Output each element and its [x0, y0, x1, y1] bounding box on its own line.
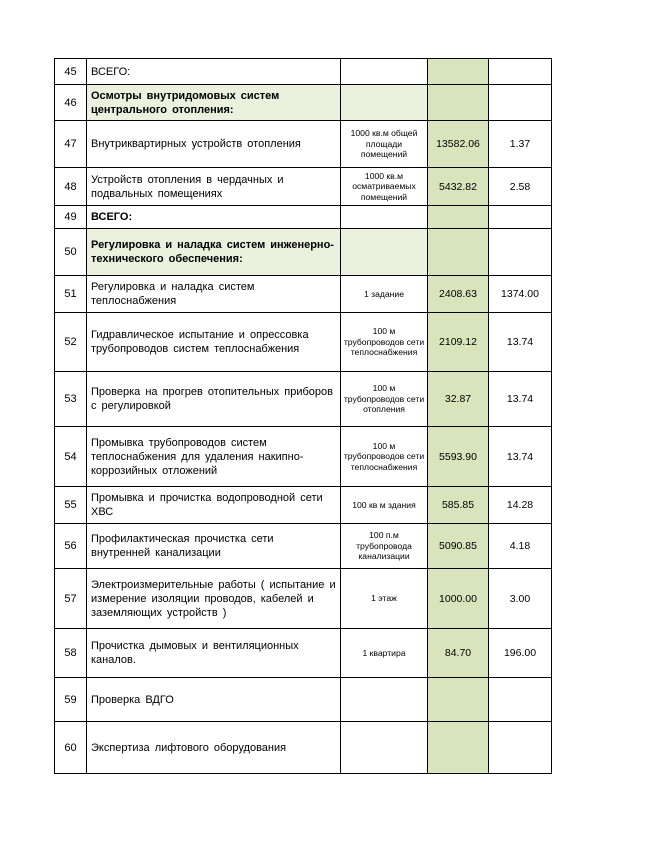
row-number-cell: 53 [55, 372, 87, 427]
row-number-cell: 56 [55, 524, 87, 569]
price-cell: 1374.00 [489, 276, 552, 313]
row-number-cell: 47 [55, 121, 87, 168]
amount-cell [428, 59, 489, 85]
table-row [55, 168, 552, 206]
service-name-cell: Осмотры внутридомовых систем центрального отопления: [87, 85, 341, 121]
table-row [55, 313, 552, 372]
amount-cell [428, 229, 489, 276]
service-name-cell: Проверка ВДГО [87, 678, 341, 722]
unit-cell: 100 м трубопроводов сети теплоснабжения [341, 427, 428, 487]
price-cell: 3.00 [489, 569, 552, 629]
unit-cell [341, 85, 428, 121]
price-cell [489, 229, 552, 276]
amount-cell: 5090.85 [428, 524, 489, 569]
services-table-body [55, 59, 552, 774]
unit-cell [341, 722, 428, 774]
price-cell [489, 722, 552, 774]
unit-cell: 1000 кв.м общей площади помещений [341, 121, 428, 168]
unit-cell [341, 678, 428, 722]
amount-cell: 2109.12 [428, 313, 489, 372]
service-name-cell: ВСЕГО: [87, 206, 341, 229]
amount-cell: 2408.63 [428, 276, 489, 313]
row-number-cell: 60 [55, 722, 87, 774]
service-name-cell: ВСЕГО: [87, 59, 341, 85]
service-name-cell: Внутриквартирных устройств отопления [87, 121, 341, 168]
row-number-cell: 59 [55, 678, 87, 722]
row-number-cell: 52 [55, 313, 87, 372]
amount-cell: 5593.90 [428, 427, 489, 487]
unit-cell: 1 задание [341, 276, 428, 313]
price-cell [489, 59, 552, 85]
price-cell [489, 85, 552, 121]
table-row [55, 487, 552, 524]
table-row [55, 206, 552, 229]
amount-cell: 84.70 [428, 629, 489, 678]
unit-cell: 100 кв м здания [341, 487, 428, 524]
table-row [55, 524, 552, 569]
service-name-cell: Регулировка и наладка систем инженерно-технического обеспечения: [87, 229, 341, 276]
unit-cell [341, 59, 428, 85]
table-row [55, 85, 552, 121]
unit-cell: 100 п.м трубопровода канализации [341, 524, 428, 569]
amount-cell [428, 678, 489, 722]
table-row [55, 722, 552, 774]
services-table [54, 58, 552, 774]
service-name-cell: Регулировка и наладка систем теплоснабжения [87, 276, 341, 313]
service-name-cell: Промывка и прочистка водопроводной сети ХВС [87, 487, 341, 524]
service-name-cell: Профилактическая прочистка сети внутренней канализации [87, 524, 341, 569]
row-number-cell: 58 [55, 629, 87, 678]
unit-cell: 1 квартира [341, 629, 428, 678]
row-number-cell: 48 [55, 168, 87, 206]
amount-cell [428, 722, 489, 774]
unit-cell: 1000 кв.м осматриваемых помещений [341, 168, 428, 206]
price-cell: 196.00 [489, 629, 552, 678]
service-name-cell: Проверка на прогрев отопительных приборов с регулировкой [87, 372, 341, 427]
price-cell: 14.28 [489, 487, 552, 524]
service-name-cell: Прочистка дымовых и вентиляционных каналов. [87, 629, 341, 678]
row-number-cell: 54 [55, 427, 87, 487]
amount-cell [428, 206, 489, 229]
price-cell: 13.74 [489, 313, 552, 372]
table-row [55, 678, 552, 722]
service-name-cell: Экспертиза лифтового оборудования [87, 722, 341, 774]
table-row [55, 121, 552, 168]
amount-cell: 32.87 [428, 372, 489, 427]
price-cell: 2.58 [489, 168, 552, 206]
unit-cell: 100 м трубопроводов сети теплоснабжения [341, 313, 428, 372]
row-number-cell: 57 [55, 569, 87, 629]
service-name-cell: Устройств отопления в чердачных и подвальных помещениях [87, 168, 341, 206]
table-row [55, 372, 552, 427]
row-number-cell: 51 [55, 276, 87, 313]
unit-cell: 100 м трубопроводов сети отопления [341, 372, 428, 427]
row-number-cell: 50 [55, 229, 87, 276]
amount-cell: 1000.00 [428, 569, 489, 629]
service-name-cell: Промывка трубопроводов систем теплоснабжения для удаления накипно-коррозийных отложений [87, 427, 341, 487]
price-cell: 13.74 [489, 427, 552, 487]
amount-cell: 5432.82 [428, 168, 489, 206]
table-row [55, 427, 552, 487]
table-row [55, 59, 552, 85]
price-cell: 13.74 [489, 372, 552, 427]
price-cell: 4.18 [489, 524, 552, 569]
row-number-cell: 45 [55, 59, 87, 85]
service-name-cell: Электроизмерительные работы ( испытание и измерение изоляции проводов, кабелей и заземляющих устройств ) [87, 569, 341, 629]
price-cell: 1.37 [489, 121, 552, 168]
service-name-cell: Гидравлическое испытание и опрессовка трубопроводов систем теплоснабжения [87, 313, 341, 372]
amount-cell: 13582.06 [428, 121, 489, 168]
price-cell [489, 678, 552, 722]
row-number-cell: 49 [55, 206, 87, 229]
unit-cell: 1 этаж [341, 569, 428, 629]
amount-cell: 585.85 [428, 487, 489, 524]
table-row [55, 229, 552, 276]
table-row [55, 276, 552, 313]
table-row [55, 569, 552, 629]
unit-cell [341, 206, 428, 229]
table-row [55, 629, 552, 678]
row-number-cell: 46 [55, 85, 87, 121]
price-cell [489, 206, 552, 229]
unit-cell [341, 229, 428, 276]
amount-cell [428, 85, 489, 121]
row-number-cell: 55 [55, 487, 87, 524]
